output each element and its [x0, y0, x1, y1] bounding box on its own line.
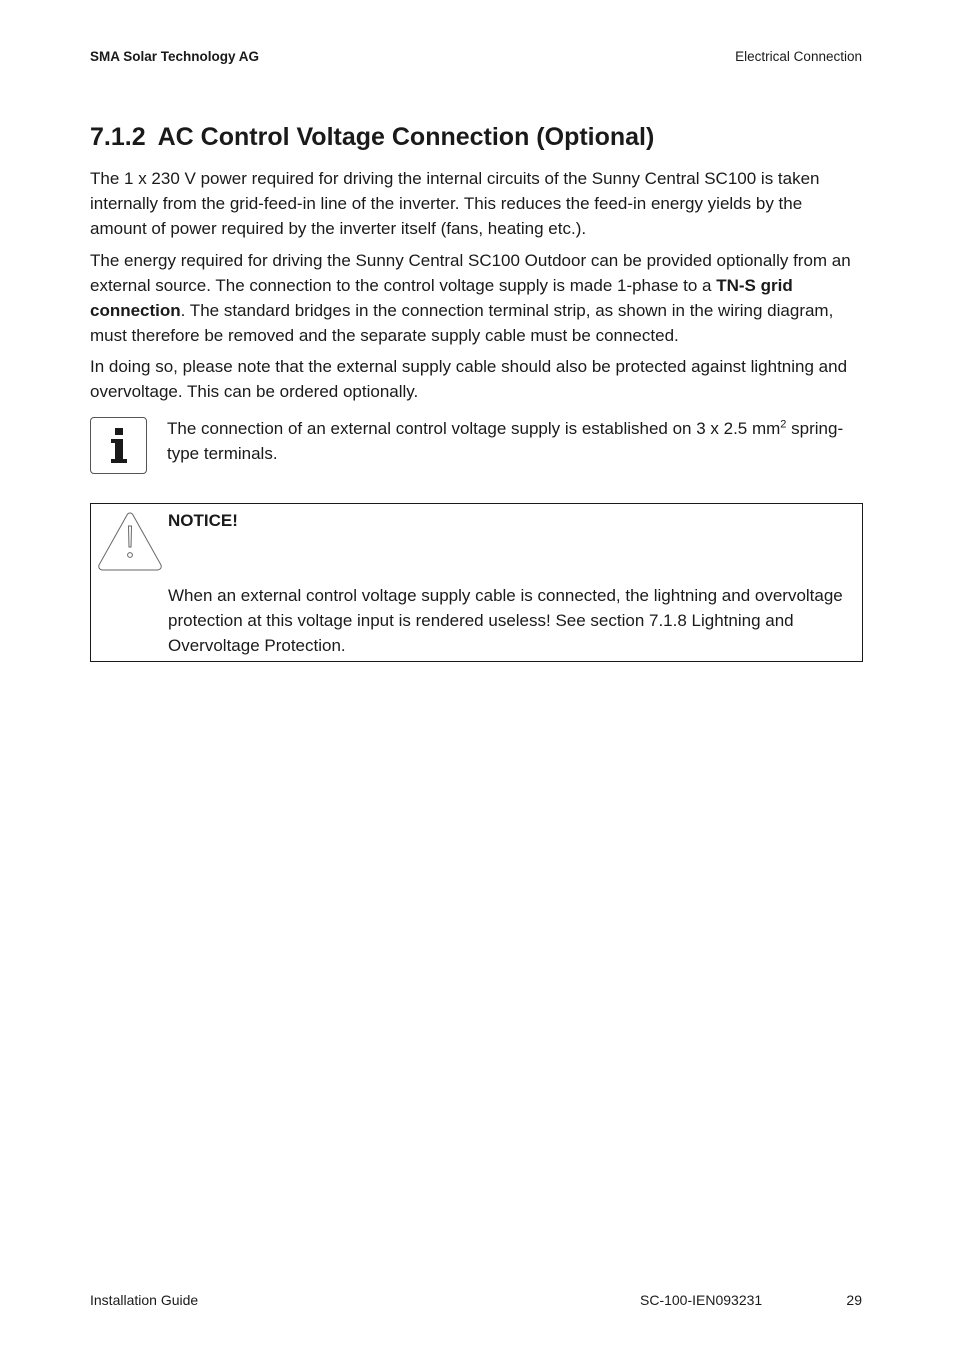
page-number: 29 — [846, 1292, 862, 1308]
warning-icon — [96, 509, 164, 573]
section-title — [90, 123, 654, 152]
info-note-text — [167, 416, 862, 466]
paragraph-2-text-after: . The standard bridges in the connection terminal strip, as shown in the wiring diagram, must therefore be removed and the separate supply cable must be connected. — [90, 301, 834, 345]
header-company: SMA Solar Technology AG — [90, 49, 260, 64]
info-note-text-after: spring-type terminals. — [167, 419, 844, 463]
notice-label: NOTICE! — [168, 511, 238, 530]
paragraph-3: In doing so, please note that the external supply cable should also be protected against lightning and overvoltage. This can be ordered optionally. — [90, 357, 848, 401]
paragraph-2-text-before: The energy required for driving the Sunny Central SC100 Outdoor can be provided optionally from an external source. The connection to the control voltage supply is made 1-phase to a — [90, 251, 851, 295]
section-title-text: AC Control Voltage Connection (Optional) — [157, 123, 655, 151]
footer-doc-id: SC-100-IEN093231 — [640, 1292, 763, 1308]
header-section: Electrical Connection — [735, 49, 862, 64]
paragraph-1: The 1 x 230 V power required for driving the internal circuits of the Sunny Central SC100 is taken internally from the grid-feed-in line of the inverter. This reduces the feed-in energy yields by the amount of power required by the inverter itself (fans, heating etc.). — [90, 169, 820, 238]
info-icon — [90, 417, 147, 474]
section-number: 7.1.2 — [90, 123, 146, 151]
info-note-superscript: 2 — [780, 418, 787, 431]
notice-text: When an external control voltage supply cable is connected, the lightning and overvoltage protection at this voltage input is rendered useless! See section 7.1.8 Lightning and Overvoltage Protection. — [168, 586, 843, 655]
info-note-text-before: The connection of an external control voltage supply is established on 3 x 2.5 mm — [167, 419, 781, 438]
paragraph-2-bold-term: TN-S grid connection — [90, 276, 793, 320]
footer-doc-type: Installation Guide — [90, 1292, 199, 1308]
paragraph-2 — [90, 248, 862, 348]
notice-box — [90, 503, 863, 662]
